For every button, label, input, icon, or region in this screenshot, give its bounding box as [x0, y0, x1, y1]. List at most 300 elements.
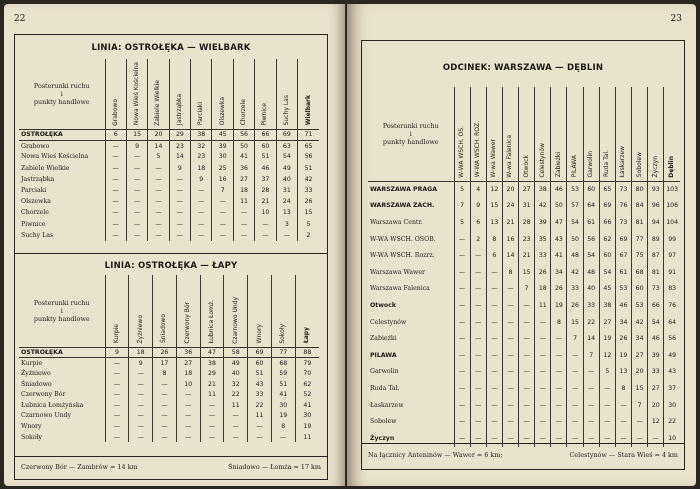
distance-cell: 35 — [535, 231, 551, 248]
row-station-name: W-WA WSCH. OSOB. — [368, 231, 454, 248]
distance-cell: 75 — [632, 247, 648, 264]
distance-cell: — — [486, 380, 502, 397]
distance-cell: — — [535, 364, 551, 381]
distance-cell: 51 — [304, 164, 313, 172]
table-row — [19, 411, 319, 422]
distance-cell: 38 — [535, 181, 551, 198]
distance-cell: — — [486, 281, 502, 298]
distance-cell: — — [551, 380, 567, 397]
distance-cell: 56 — [233, 129, 254, 140]
column-header-label: Życzyn — [651, 156, 659, 178]
corner-label-line: Posterunki ruchu — [33, 81, 90, 90]
distance-cell: 99 — [668, 235, 677, 243]
distance-cell: — — [567, 430, 583, 447]
distance-cell: 41 — [271, 389, 295, 400]
table-row — [368, 181, 680, 198]
distance-cell: — — [169, 174, 190, 185]
distance-cell: 12 — [486, 181, 502, 198]
distance-cell: 58 — [224, 347, 248, 358]
distance-cell: 64 — [583, 198, 599, 215]
distance-cell: 19 — [551, 297, 567, 314]
column-header-label: Łapy — [303, 327, 311, 344]
corner-label-line: Posterunki ruchu — [382, 121, 439, 130]
distance-cell: 18 — [233, 185, 254, 196]
distance-cell: — — [470, 364, 486, 381]
distance-cell: — — [615, 397, 631, 414]
column-header-label: W-WA WSCH. OS. — [458, 125, 466, 178]
distance-cell: — — [486, 264, 502, 281]
table-row — [19, 207, 319, 218]
column-header-label: Łubnica Łomż. — [207, 300, 215, 344]
distance-cell: 26 — [535, 264, 551, 281]
distance-cell: 28 — [255, 185, 276, 196]
row-station-name: OSTROŁĘKA — [19, 347, 105, 358]
distance-cell: 45 — [599, 281, 615, 298]
distance-cell: — — [551, 430, 567, 447]
distance-cell: 32 — [191, 140, 212, 151]
distance-cell: — — [519, 430, 535, 447]
distance-cell: — — [191, 219, 212, 230]
distance-cell: — — [519, 413, 535, 430]
distance-cell: 104 — [666, 218, 679, 226]
distance-cell: 11 — [233, 196, 254, 207]
column-header-label: Zabieżki — [554, 152, 562, 178]
distance-cell: 4 — [470, 181, 486, 198]
column-header-zabiele-wielkie — [148, 59, 169, 129]
distance-cell: — — [105, 421, 129, 432]
distance-cell: 66 — [599, 214, 615, 231]
distance-cell: 33 — [567, 281, 583, 298]
distance-cell: 2 — [470, 231, 486, 248]
column-header-label: Czarnowo Undy — [231, 296, 239, 344]
distance-cell: — — [583, 397, 599, 414]
distance-cell: — — [519, 330, 535, 347]
column-header-wnory — [248, 275, 272, 347]
distance-cell: 39 — [648, 347, 664, 364]
row-station-name: Łubnica Łomżyńska — [19, 400, 105, 411]
row-station-name: Nowa Wieś Kościelna — [19, 151, 105, 162]
distance-cell: — — [567, 397, 583, 414]
table-row — [368, 214, 680, 231]
distance-cell: 65 — [304, 142, 313, 150]
distance-cell: 83 — [668, 285, 677, 293]
distance-cell: 23 — [519, 231, 535, 248]
distance-cell: — — [126, 151, 147, 162]
distance-cell: 56 — [304, 153, 313, 161]
left-page — [4, 4, 345, 486]
distance-cell: — — [248, 432, 272, 443]
distance-cell: 7 — [212, 185, 233, 196]
table-row — [368, 413, 680, 430]
column-header-label: Parciaki — [197, 102, 205, 126]
distance-cell: 30 — [668, 401, 677, 409]
distance-cell: 36 — [233, 163, 254, 174]
distance-cell: — — [535, 330, 551, 347]
distance-cell: 15 — [304, 209, 313, 217]
distance-cell: 30 — [271, 400, 295, 411]
timetable-frame — [361, 40, 685, 470]
table-row — [368, 264, 680, 281]
distance-cell: — — [470, 247, 486, 264]
table-row — [19, 389, 319, 400]
distance-cell: 16 — [502, 231, 518, 248]
row-station-name: Jastrząbka — [19, 174, 105, 185]
distance-cell: — — [169, 230, 190, 241]
row-station-name: Celestynów — [368, 314, 454, 331]
distance-cell: — — [583, 413, 599, 430]
corner-label-line: punkty handlowe — [382, 137, 439, 146]
table-row — [19, 421, 319, 432]
column-header-grabowo — [105, 59, 126, 129]
distance-cell: 13 — [486, 214, 502, 231]
right-page — [347, 4, 696, 486]
distance-cell: — — [200, 421, 224, 432]
distance-cell: 22 — [668, 418, 677, 426]
distance-cell: 38 — [599, 297, 615, 314]
distance-cell: 11 — [303, 433, 312, 441]
distance-cell: 54 — [276, 151, 297, 162]
timetable-frame — [14, 34, 328, 480]
distance-cell: 32 — [224, 379, 248, 390]
distance-cell: 17 — [153, 358, 177, 369]
distance-cell: 34 — [615, 314, 631, 331]
distance-cell: — — [599, 413, 615, 430]
distance-cell: 20 — [648, 397, 664, 414]
column-header-ruda-tal — [599, 87, 615, 181]
column-header-sniadowo — [153, 275, 177, 347]
column-header-parciaki — [191, 59, 212, 129]
distance-cell: 15 — [632, 380, 648, 397]
distance-cell: 41 — [303, 401, 312, 409]
distance-cell: 9 — [105, 347, 129, 358]
column-header-label: Grabowo — [111, 98, 119, 126]
distance-cell: 56 — [668, 335, 677, 343]
distance-cell: 24 — [502, 198, 518, 215]
distance-cell: — — [105, 207, 126, 218]
distance-cell: 8 — [502, 264, 518, 281]
table-row — [19, 185, 319, 196]
row-station-name: Łaskarzew — [368, 397, 454, 414]
column-header-label: W-wa Wawer — [490, 138, 498, 178]
column-header-label: Olszewka — [218, 97, 226, 126]
distance-cell: 46 — [615, 297, 631, 314]
distance-cell: 61 — [583, 214, 599, 231]
distance-cell: — — [470, 330, 486, 347]
distance-cell: 30 — [303, 412, 312, 420]
table-row — [368, 231, 680, 248]
column-header-label: Kurpie — [112, 324, 120, 344]
distance-cell: 60 — [248, 358, 272, 369]
distance-cell: — — [105, 411, 129, 422]
column-header-label: Łaskarzew — [619, 146, 627, 178]
distance-cell: 38 — [191, 129, 212, 140]
column-header-label: Żyźniewo — [136, 314, 144, 344]
distance-cell: — — [224, 432, 248, 443]
distance-cell: — — [470, 397, 486, 414]
table-section-warszawa-deblin — [362, 41, 684, 443]
column-header-zyzniewo — [129, 275, 153, 347]
distance-cell: — — [148, 230, 169, 241]
distance-cell: — — [486, 347, 502, 364]
table-row — [368, 247, 680, 264]
distance-cell: 80 — [632, 181, 648, 198]
column-header-label: Jastrząbka — [175, 94, 183, 126]
distance-cell: 13 — [615, 364, 631, 381]
distance-cell: 68 — [271, 358, 295, 369]
corner-label-line: Posterunki ruchu — [33, 298, 90, 307]
distance-cell: 15 — [126, 129, 147, 140]
table-row — [368, 198, 680, 215]
distance-cell: — — [648, 430, 664, 447]
column-header-zabiezki — [551, 87, 567, 181]
distance-cell: — — [535, 413, 551, 430]
distance-cell: 50 — [551, 198, 567, 215]
distance-cell: 54 — [648, 314, 664, 331]
distance-cell: 94 — [648, 214, 664, 231]
distance-cell: 31 — [276, 185, 297, 196]
distance-cell: 14 — [169, 151, 190, 162]
distance-cell: — — [519, 397, 535, 414]
distance-cell: 22 — [583, 314, 599, 331]
distance-cell: 46 — [255, 163, 276, 174]
distance-cell: — — [105, 219, 126, 230]
distance-cell: 53 — [632, 297, 648, 314]
table-row — [368, 364, 680, 381]
distance-cell: 33 — [304, 187, 313, 195]
distance-cell: — — [176, 421, 200, 432]
footnote-right: Śniadowo — Łomża = 17 km — [228, 463, 321, 471]
distance-cell: 18 — [535, 281, 551, 298]
distance-cell: 7 — [519, 281, 535, 298]
distance-cell: 15 — [519, 264, 535, 281]
distance-cell: — — [551, 413, 567, 430]
row-station-name: OSTROŁĘKA — [19, 129, 105, 140]
table-header-row — [368, 87, 680, 181]
distance-cell: 28 — [519, 214, 535, 231]
distance-cell: — — [567, 413, 583, 430]
distance-cell: 63 — [276, 140, 297, 151]
corner-label — [368, 87, 454, 181]
row-station-name: Zabiele Wielkie — [19, 163, 105, 174]
distance-cell: — — [169, 196, 190, 207]
distance-cell: 57 — [567, 198, 583, 215]
distance-cell: 42 — [535, 198, 551, 215]
distance-cell: — — [148, 219, 169, 230]
distance-cell: — — [567, 347, 583, 364]
distance-cell: — — [470, 347, 486, 364]
row-station-name: Grabowo — [19, 140, 105, 151]
distance-cell: — — [454, 330, 470, 347]
distance-cell: — — [615, 413, 631, 430]
distance-cell: 62 — [599, 231, 615, 248]
distance-cell: — — [535, 380, 551, 397]
distance-cell: 52 — [303, 391, 312, 399]
distance-cell: 87 — [648, 247, 664, 264]
distance-cell: 11 — [200, 389, 224, 400]
distance-cell: 8 — [486, 231, 502, 248]
table-row — [19, 432, 319, 443]
row-station-name: Żyźniewo — [19, 368, 105, 379]
distance-cell: 73 — [615, 181, 631, 198]
column-header-label: W-wa Falenica — [506, 134, 514, 178]
distance-cell: — — [105, 140, 126, 151]
distance-cell: — — [502, 330, 518, 347]
row-station-name: Piwnice — [19, 219, 105, 230]
corner-label-line: punkty handlowe — [33, 314, 90, 323]
distance-cell: 33 — [648, 364, 664, 381]
row-station-name: Sobolew — [368, 413, 454, 430]
distance-cell: 6 — [486, 247, 502, 264]
distance-cell: 27 — [648, 380, 664, 397]
distance-cell: 47 — [551, 214, 567, 231]
table-section-ostroleka-lapy — [15, 253, 327, 456]
distance-cell: — — [470, 413, 486, 430]
distance-cell: — — [191, 185, 212, 196]
table-row — [19, 140, 319, 151]
distance-cell: 18 — [191, 163, 212, 174]
column-header-olszewka — [212, 59, 233, 129]
column-header-nowa-wies-koscielna — [126, 59, 147, 129]
distance-cell: — — [486, 413, 502, 430]
distance-cell: — — [470, 430, 486, 447]
column-header-deblin — [664, 87, 680, 181]
distance-cell: 88 — [295, 347, 319, 358]
distance-cell: 11 — [535, 297, 551, 314]
distance-cell: — — [519, 314, 535, 331]
distance-cell: 50 — [567, 231, 583, 248]
table-row — [368, 380, 680, 397]
distance-cell: — — [502, 281, 518, 298]
row-station-name: PILAWA — [368, 347, 454, 364]
distance-cell: 66 — [648, 297, 664, 314]
distance-cell: 22 — [248, 400, 272, 411]
table-header-row — [19, 59, 319, 129]
corner-label — [19, 275, 105, 347]
distance-cell: 8 — [551, 314, 567, 331]
distance-cell: 8 — [271, 421, 295, 432]
column-header-label: PILAWA — [571, 155, 579, 178]
table-row — [368, 314, 680, 331]
column-header-label: Dęblin — [668, 155, 676, 178]
distance-cell: 14 — [502, 247, 518, 264]
column-header-label: Otwock — [522, 155, 530, 178]
distance-cell: 60 — [632, 281, 648, 298]
distance-cell: — — [129, 400, 153, 411]
distance-cell: — — [169, 219, 190, 230]
distance-cell: — — [105, 174, 126, 185]
table-header-row — [19, 275, 319, 347]
column-header-pilawa — [567, 87, 583, 181]
distance-cell: — — [583, 364, 599, 381]
distance-cell: 103 — [666, 186, 679, 194]
distance-cell: 76 — [615, 198, 631, 215]
column-header-w-wa-wsch-roz — [470, 87, 486, 181]
distance-cell: 51 — [271, 379, 295, 390]
distance-cell: — — [126, 230, 147, 241]
column-header-label: Śniadowo — [160, 314, 168, 344]
distance-cell: 59 — [271, 368, 295, 379]
corner-label-line: i — [409, 129, 412, 138]
distance-cell: — — [551, 330, 567, 347]
distance-cell: 60 — [583, 181, 599, 198]
distance-cell: 50 — [233, 140, 254, 151]
row-station-name: Życzyn — [368, 430, 454, 447]
distance-cell: — — [105, 379, 129, 390]
column-header-garwolin — [583, 87, 599, 181]
footnote-right: Celestynów — Stara Wieś = 4 km — [569, 451, 678, 459]
distance-cell: — — [599, 397, 615, 414]
distance-cell: — — [169, 185, 190, 196]
distance-cell: — — [191, 196, 212, 207]
distance-cell: — — [502, 347, 518, 364]
column-header-label: W-WA WSCH. ROZ. — [474, 121, 482, 178]
corner-label-line: i — [60, 306, 63, 315]
row-station-name: Suchy Las — [19, 230, 105, 241]
distance-cell: — — [454, 364, 470, 381]
distance-cell: — — [129, 432, 153, 443]
distance-cell: — — [105, 151, 126, 162]
column-header-czarnowo-undy — [224, 275, 248, 347]
distance-cell: 67 — [615, 247, 631, 264]
distance-cell: — — [632, 413, 648, 430]
distance-cell: — — [470, 264, 486, 281]
distance-cell: 29 — [169, 129, 190, 140]
distance-cell: — — [224, 421, 248, 432]
table-row — [19, 230, 319, 241]
page-number: 22 — [14, 14, 26, 24]
distance-cell: 70 — [303, 369, 312, 377]
distance-cell: — — [212, 207, 233, 218]
distance-cell: 11 — [248, 411, 272, 422]
distance-cell: 40 — [583, 281, 599, 298]
distance-cell: 27 — [519, 181, 535, 198]
distance-cell: — — [502, 430, 518, 447]
distance-cell: 6 — [470, 214, 486, 231]
distance-cell: 53 — [567, 181, 583, 198]
distance-cell: 29 — [200, 368, 224, 379]
distance-cell: — — [519, 380, 535, 397]
distance-cell: — — [148, 196, 169, 207]
distance-cell: — — [502, 297, 518, 314]
distance-cell: — — [454, 264, 470, 281]
distance-cell: — — [105, 358, 129, 369]
distance-cell: 23 — [169, 140, 190, 151]
distance-cell: — — [470, 297, 486, 314]
distance-cell: — — [105, 163, 126, 174]
distance-cell: — — [454, 430, 470, 447]
distance-cell: 31 — [519, 198, 535, 215]
distance-cell: — — [126, 163, 147, 174]
distance-cell: — — [470, 281, 486, 298]
distance-cell: — — [470, 314, 486, 331]
distance-cell: — — [486, 397, 502, 414]
distance-cell: 39 — [535, 214, 551, 231]
distance-cell: 10 — [668, 434, 677, 442]
column-header-jastrzabka — [169, 59, 190, 129]
distance-cell: 84 — [632, 198, 648, 215]
distance-cell: 96 — [648, 198, 664, 215]
distance-cell: 21 — [200, 379, 224, 390]
distance-cell: — — [126, 196, 147, 207]
distance-cell: 7 — [454, 198, 470, 215]
distance-cell: 34 — [551, 264, 567, 281]
column-header-label: Wnory — [255, 324, 263, 344]
column-header-lubnica-lomz — [200, 275, 224, 347]
column-header-piwnice — [255, 59, 276, 129]
column-header-celestynow — [535, 87, 551, 181]
table-row — [368, 347, 680, 364]
table-row — [368, 281, 680, 298]
